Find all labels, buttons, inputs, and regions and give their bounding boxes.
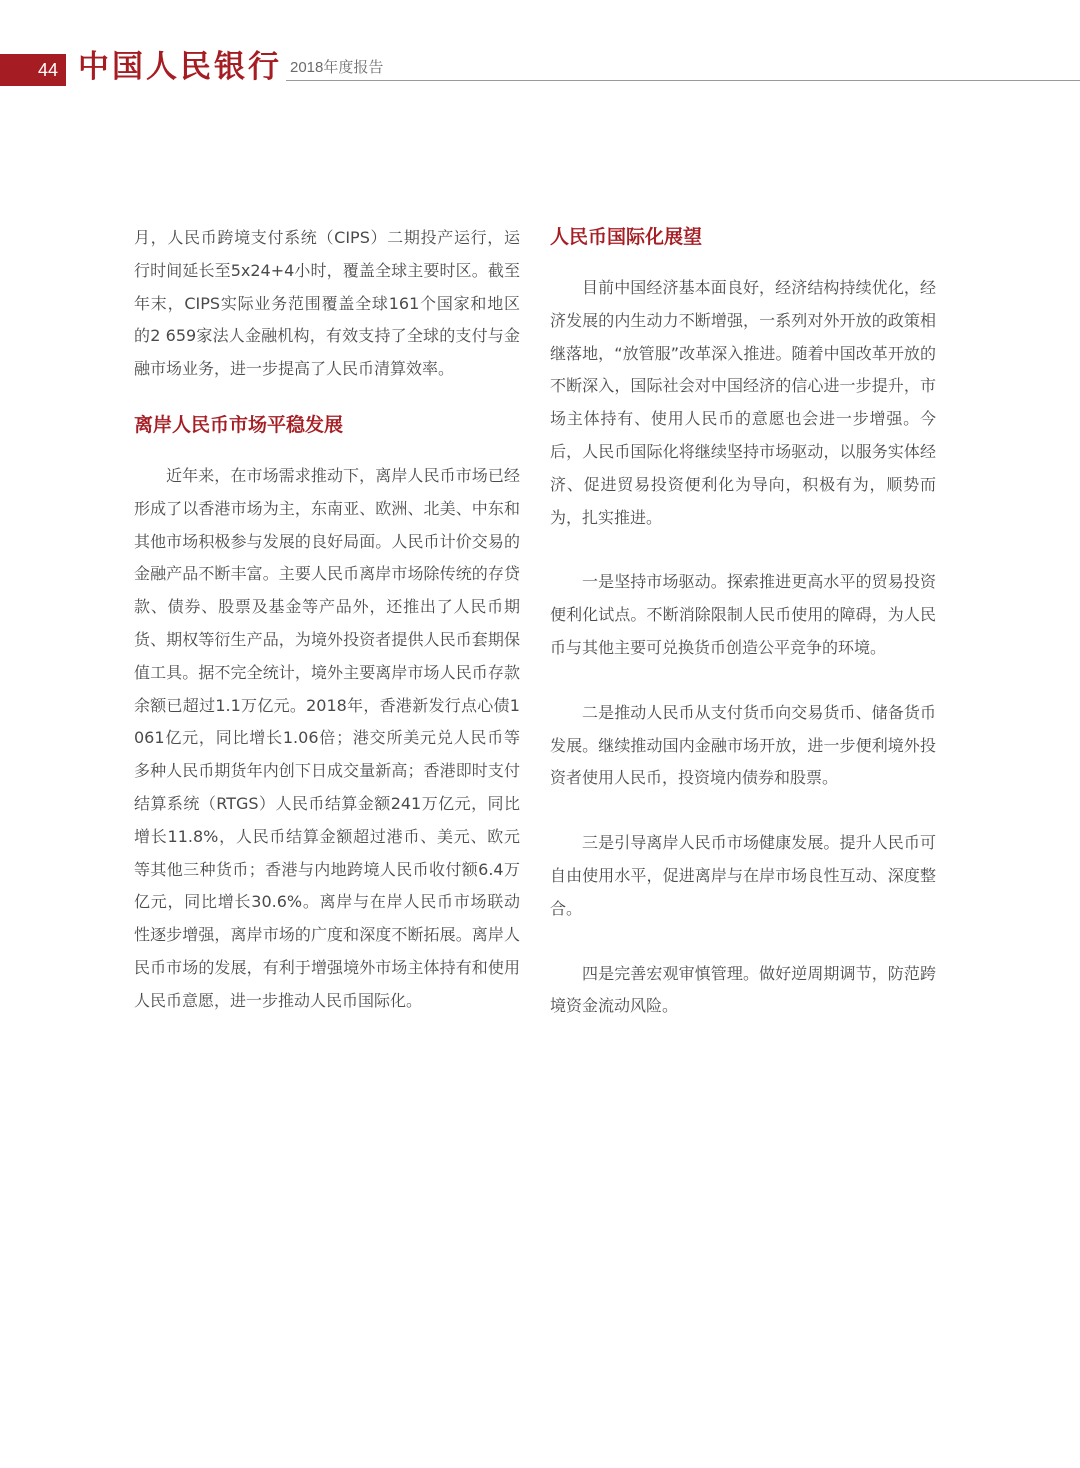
outlook-point-one: 一是坚持市场驱动。探索推进更高水平的贸易投资便利化试点。不断消除限制人民币使用的障碍，为人民币与其他主要可兑换货币创造公平竞争的环境。 — [550, 572, 936, 657]
offshore-market-paragraph: 近年来，在市场需求推动下，离岸人民币市场已经形成了以香港市场为主，东南亚、欧洲、北美、中东和其他市场积极参与发展的良好局面。人民币计价交易的金融产品不断丰富。主要人民币离岸市场除传统的存贷款、债券、股票及基金等产品外，还推出了人民币期货、期权等衍生产品，为境外投资者提供人民币套期保值工具。据不完全统计，境外主要离岸市场人民币存款余额已超过1.1万亿元。2018年，香港新发行点心债1 061亿元，同比增长1.06倍；港交所美元兑人民币等多种人民币期货年内创下日成交量新高；香港即时支付结算系统（RTGS）人民币结算金额241万亿元，同比增长11.8%，人民币结算金额超过港币、美元、欧元等其他三种货币；香港与内地跨境人民币收付额6.4万亿元，同比增长30.6%。离岸与在岸人民币市场联动性逐步增强，离岸市场的广度和深度不断拓展。离岸人民币市场的发展，有利于增强境外市场主体持有和使用人民币意愿，进一步推动人民币国际化。 — [134, 465, 520, 1010]
right-column — [550, 222, 936, 1023]
left-column — [134, 222, 520, 1018]
header-divider — [286, 80, 1080, 81]
section-heading-outlook: 人民币国际化展望 — [550, 226, 703, 248]
outlook-point-four: 四是完善宏观审慎管理。做好逆周期调节，防范跨境资金流动风险。 — [550, 963, 936, 1016]
intro-paragraph: 月，人民币跨境支付系统（CIPS）二期投产运行，运行时间延长至5x24+4小时，覆盖全球主要时区。截至年末，CIPS实际业务范围覆盖全球161个国家和地区的2 659家法人金融机构，有效支持了全球的支付与金融市场业务，进一步提高了人民币清算效率。 — [134, 228, 520, 379]
page-number: 44 — [0, 54, 66, 86]
outlook-paragraph: 目前中国经济基本面良好，经济结构持续优化，经济发展的内生动力不断增强，一系列对外开放的政策相继落地，“放管服”改革深入推进。随着中国改革开放的不断深入，国际社会对中国经济的信心进一步提升，市场主体持有、使用人民币的意愿也会进一步增强。今后，人民币国际化将继续坚持市场驱动，以服务实体经济、促进贸易投资便利化为导向，积极有为，顺势而为，扎实推进。 — [550, 278, 936, 527]
section-heading-offshore-market: 离岸人民币市场平稳发展 — [134, 413, 344, 436]
outlook-point-three: 三是引导离岸人民币市场健康发展。提升人民币可自由使用水平，促进离岸与在岸市场良性互动、深度整合。 — [550, 833, 936, 918]
bank-logo: 中国人民银行 — [78, 49, 282, 85]
page-header — [0, 44, 1080, 90]
report-title: 2018年度报告 — [290, 59, 384, 76]
outlook-point-two: 二是推动人民币从支付货币向交易货币、储备货币发展。继续推动国内金融市场开放，进一步便利境外投资者使用人民币，投资境内债券和股票。 — [550, 702, 936, 788]
